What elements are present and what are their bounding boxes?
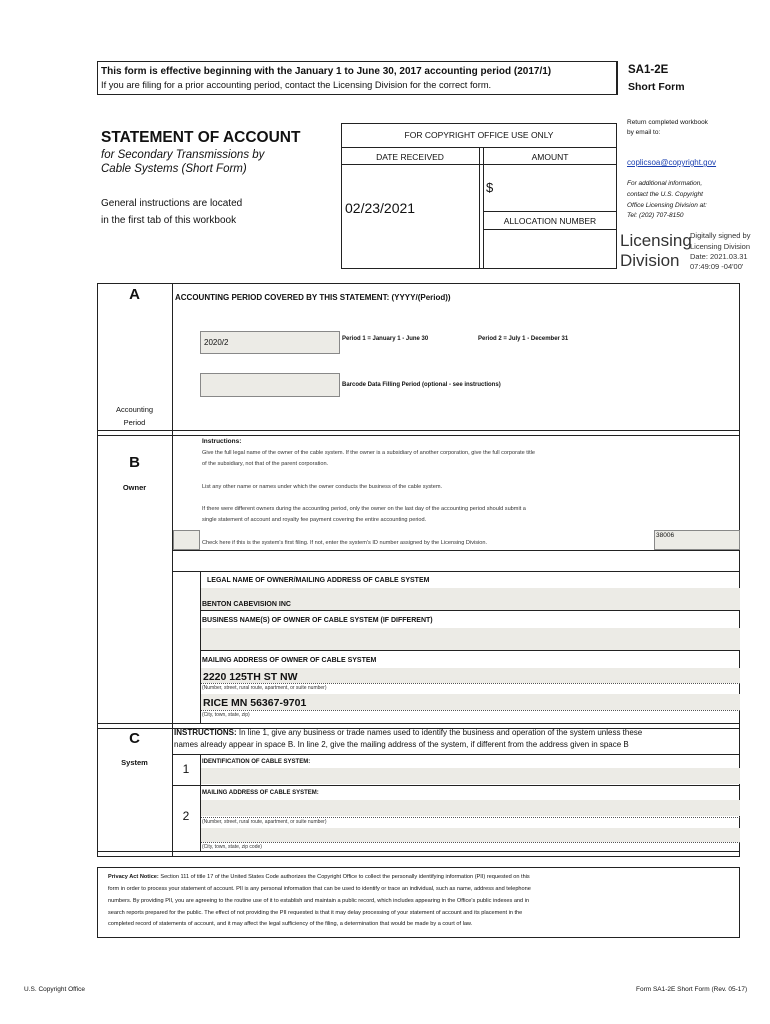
header-divider bbox=[617, 61, 618, 95]
general-instructions-1: General instructions are located bbox=[101, 198, 243, 209]
line-1-number: 1 bbox=[182, 762, 190, 776]
period-2-note: Period 2 = July 1 - December 31 bbox=[478, 336, 569, 342]
signature-line-4: 07:49:09 -04'00' bbox=[690, 262, 744, 271]
section-c-instructions-line-2: names already appear in space B. In line 2, give the mailing address of the system, if different from the address given in space B bbox=[174, 740, 629, 749]
business-names-label: BUSINESS NAME(S) OF OWNER OF CABLE SYSTEM (IF DIFFERENT) bbox=[202, 617, 433, 624]
amount-dollar-sign: $ bbox=[486, 180, 494, 195]
system-city-field[interactable] bbox=[201, 828, 740, 842]
signature-word-2: Division bbox=[620, 251, 680, 270]
info-line-4: Tel: (202) 707-8150 bbox=[627, 212, 684, 219]
form-type: Short Form bbox=[628, 81, 685, 93]
signature-line-3: Date: 2021.03.31 bbox=[690, 252, 748, 261]
prior-period-line: If you are filing for a prior accounting period, contact the Licensing Division for the correct form. bbox=[101, 80, 492, 90]
info-line-1: For additional information, bbox=[627, 180, 703, 187]
section-b-instr-3: If there were different owners during the accounting period, only the owner on the last day of the accounting period should submit a bbox=[202, 506, 526, 512]
allocation-number-label: ALLOCATION NUMBER bbox=[503, 216, 597, 226]
first-filing-label: Check here if this is the system's first filing. If not, enter the system's ID number assigned by the Licensing Division. bbox=[202, 540, 488, 546]
section-c-label: System bbox=[121, 758, 148, 767]
section-b-instr-1: Give the full legal name of the owner of the cable system. If the owner is a subsidiary of another corporation, give the full corporate title bbox=[202, 450, 536, 456]
section-a-label-2: Period bbox=[123, 418, 146, 427]
section-a-letter: A bbox=[129, 286, 140, 303]
subtitle-line-2: Cable Systems (Short Form) bbox=[101, 163, 247, 175]
period-1-note: Period 1 = January 1 - June 30 bbox=[342, 336, 429, 342]
system-street-field[interactable] bbox=[201, 800, 740, 816]
system-street-hint: (Number, street, rural route, apartment, or suite number) bbox=[202, 819, 327, 825]
section-b-instr-3b: single statement of account and royalty fee payment covering the entire accounting period. bbox=[202, 517, 427, 523]
privacy-line-4: search reports prepared for the public. The effect of not providing the PII requested is that it may delay processing of your statement of account and its placement in the bbox=[108, 910, 523, 916]
barcode-period-label: Barcode Data Filling Period (optional - see instructions) bbox=[342, 382, 501, 388]
legal-name-value: BENTON CABEVISION INC bbox=[202, 601, 291, 608]
section-b-label: Owner bbox=[122, 483, 147, 492]
city-value: RICE MN 56367-9701 bbox=[203, 697, 307, 709]
amount-label: AMOUNT bbox=[531, 152, 569, 162]
date-received-value[interactable]: 02/23/2021 bbox=[345, 200, 416, 216]
system-id-value: 38006 bbox=[656, 532, 675, 539]
system-mailing-label: MAILING ADDRESS OF CABLE SYSTEM: bbox=[202, 790, 319, 796]
barcode-period-field[interactable] bbox=[200, 373, 340, 397]
subtitle-line-1: for Secondary Transmissions by bbox=[101, 149, 265, 161]
info-line-3: Office Licensing Division at: bbox=[627, 202, 707, 209]
identification-field[interactable] bbox=[201, 768, 740, 784]
general-instructions-2: in the first tab of this workbook bbox=[101, 215, 237, 226]
section-c-letter: C bbox=[129, 730, 140, 747]
email-link[interactable]: coplicsoa@copyright.gov bbox=[627, 158, 717, 167]
signature-word-1: Licensing bbox=[620, 231, 692, 250]
line-2-number: 2 bbox=[182, 809, 190, 823]
footer-right: Form SA1-2E Short Form (Rev. 05-17) bbox=[636, 986, 748, 993]
privacy-line-5: completed record of statements of account, and it may affect the legal sufficiency of the filing, a determination that would be made by a court of law. bbox=[108, 921, 473, 927]
section-b-instr-2: List any other name or names under which the owner conducts the business of the cable system. bbox=[202, 484, 443, 490]
page-title: STATEMENT OF ACCOUNT bbox=[101, 129, 301, 146]
office-use-header: FOR COPYRIGHT OFFICE USE ONLY bbox=[404, 130, 554, 140]
signature-line-1: Digitally signed by bbox=[690, 231, 751, 240]
section-a-label-1: Accounting bbox=[115, 405, 154, 414]
legal-name-label: LEGAL NAME OF OWNER/MAILING ADDRESS OF CABLE SYSTEM bbox=[207, 577, 430, 584]
info-line-2: contact the U.S. Copyright bbox=[627, 191, 703, 198]
accounting-period-value: 2020/2 bbox=[204, 338, 229, 347]
identification-label: IDENTIFICATION OF CABLE SYSTEM: bbox=[202, 759, 311, 765]
privacy-line-1: Privacy Act Notice: Section 111 of title 17 of the United States Code authorizes the Copyright Office to collect the personally identifying information (PII) requested on this bbox=[108, 874, 530, 880]
date-received-label: DATE RECEIVED bbox=[376, 152, 444, 162]
privacy-line-3: numbers. By providing PII, you are agreeing to the routine use of it to establish and maintain a public record, which includes appearing in the Office's public indexes and in bbox=[108, 898, 530, 904]
footer-left: U.S. Copyright Office bbox=[24, 986, 85, 993]
first-filing-checkbox[interactable] bbox=[173, 530, 200, 550]
form-code: SA1-2E bbox=[628, 64, 669, 76]
section-a-heading: ACCOUNTING PERIOD COVERED BY THIS STATEMENT: (YYYY/(Period)) bbox=[175, 293, 451, 302]
system-city-hint: (City, town, state, zip code) bbox=[202, 844, 262, 850]
mailing-address-label: MAILING ADDRESS OF OWNER OF CABLE SYSTEM bbox=[202, 657, 377, 664]
signature-line-2: Licensing Division bbox=[690, 242, 751, 251]
privacy-line-2: form in order to process your statement of account. PII is any personal information that can be used to identify or trace an individual, such as name, address and telephone bbox=[108, 886, 531, 892]
street-hint: (Number, street, rural route, apartment, or suite number) bbox=[202, 685, 327, 691]
business-names-field[interactable] bbox=[201, 628, 740, 650]
return-text-2: by email to: bbox=[627, 129, 661, 136]
section-c-instructions-line-1: INSTRUCTIONS: In line 1, give any business or trade names used to identify the business and operation of the system unless these bbox=[174, 728, 643, 737]
return-text-1: Return completed workbook bbox=[627, 119, 708, 126]
effective-line: This form is effective beginning with the January 1 to June 30, 2017 accounting period (2017/1) bbox=[101, 66, 552, 77]
section-b-instr-1b: of the subsidiary, not that of the parent corporation. bbox=[202, 461, 329, 467]
street-value: 2220 125TH ST NW bbox=[203, 671, 298, 683]
section-b-instructions-title: Instructions: bbox=[202, 438, 242, 445]
section-b-letter: B bbox=[129, 454, 140, 471]
city-hint: (City, town, state, zip) bbox=[202, 712, 250, 718]
